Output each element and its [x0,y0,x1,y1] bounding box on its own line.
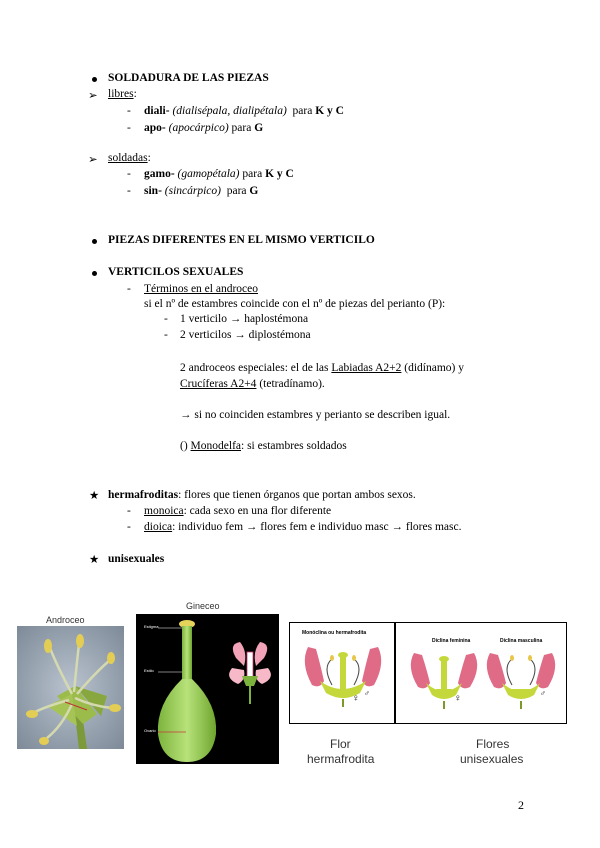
panel-label-feminina: Díclina feminina [432,638,471,644]
panel-label-masculina: Díclina masculina [500,638,543,644]
terms-androceo: Términos en el androceo [144,283,258,295]
ovario-label: Ovario [144,728,156,733]
gineceo-diagram [136,614,279,764]
caption-unisexuales: unisexuales [460,752,524,766]
list-item: - [127,185,131,197]
female-symbol: ♀ [352,693,360,704]
caption-hermafrodita: hermafrodita [307,752,375,766]
list-item: monoica: cada sexo en una flor diferente [144,505,332,517]
androceo-photo [17,626,124,749]
paragraph-coinciden: → si no coinciden estambres y perianto se describen igual. [180,409,451,421]
bullet-dot [92,271,97,276]
list-item: - [127,168,131,180]
list-item: diali- (dialisépala, dialipétala) para K y C [144,105,344,117]
arrow-bullet: ➢ [88,154,98,166]
arrow-bullet: ➢ [88,90,98,102]
coincide-line: si el nº de estambres coincide con el nº de piezas del perianto (P): [144,298,446,310]
star-bullet: ★ [89,490,100,502]
list-item: sin- (sincárpico) para G [144,185,259,197]
paragraph-monodelfa: () Monodelfa: si estambres soldados [180,440,347,452]
flower-illustrations [290,623,566,723]
list-item: - [127,521,131,533]
heading-soldadura: SOLDADURA DE LAS PIEZAS [108,72,269,84]
female-symbol: ♀ [454,693,462,704]
page-number: 2 [518,798,524,812]
panel-label-hermafrodita: Monóclina ou hermafrodita [302,630,367,636]
male-symbol: ♂ [540,689,546,698]
list-item: 2 verticilos → diplostémona [180,329,311,341]
list-item: - [127,122,131,134]
bullet-dot [92,239,97,244]
male-symbol: ♂ [364,689,370,698]
soldadas-label: soldadas: [108,152,151,164]
hermafroditas-line: hermafroditas: flores que tienen órganos que portan ambos sexos. [108,489,416,501]
list-item: - [127,505,131,517]
list-item: - [164,329,168,341]
libres-label: libres: [108,88,137,100]
star-bullet: ★ [89,554,100,566]
estigma-label: Estigma [144,624,159,629]
heading-piezas: PIEZAS DIFERENTES EN EL MISMO VERTICILO [108,234,375,246]
caption-flores: Flores [476,737,510,751]
bullet-dot [92,77,97,82]
list-item: gamo- (gamopétala) para K y C [144,168,294,180]
list-item: dioica: individuo fem → flores fem e individuo masc → flores masc. [144,521,462,533]
heading-verticilos: VERTICILOS SEXUALES [108,266,244,278]
list-item: - [127,283,131,295]
unisexuales-line: unisexuales [108,553,165,565]
androceo-label: Androceo [46,615,85,625]
paragraph-androceos: 2 androceos especiales: el de las Labiadas A2+2 (didínamo) y Crucíferas A2+4 (tetradínamo). [180,362,465,390]
list-item: - [127,105,131,117]
flower-panels [289,622,567,724]
caption-flor: Flor [330,737,351,751]
list-item: 1 verticilo → haplostémona [180,313,309,325]
list-item: - [164,313,168,325]
list-item: apo- (apocárpico) para G [144,122,264,134]
estilo-label: Estilo [144,668,154,673]
gineceo-label: Gineceo [186,601,220,611]
